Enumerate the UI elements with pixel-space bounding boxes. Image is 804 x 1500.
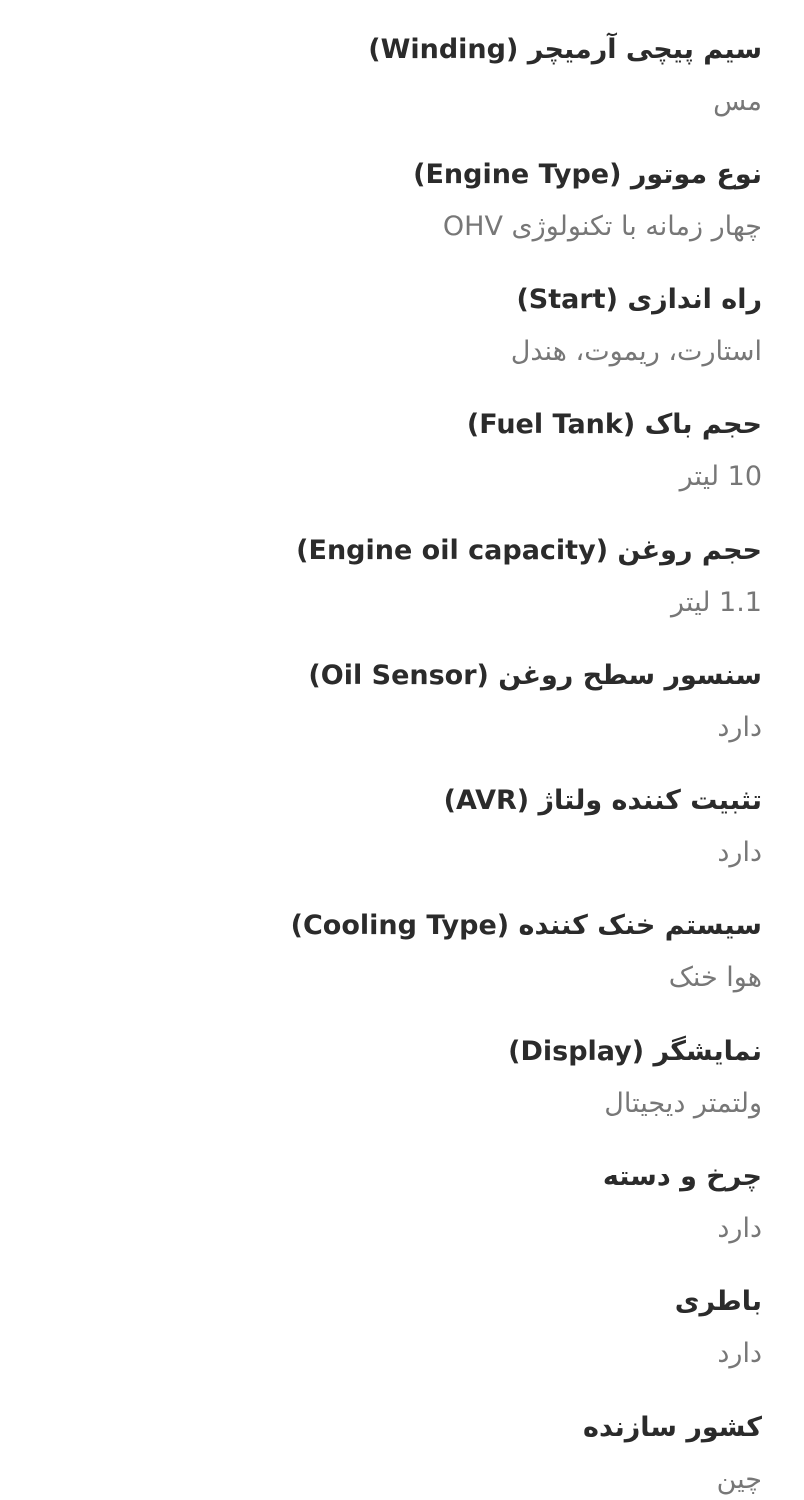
spec-label: نوع موتور (Engine Type) (413, 159, 762, 190)
spec-item-fuel-tank (62, 405, 762, 497)
spec-value: 1.1 لیتر (671, 587, 762, 618)
spec-item-wheel-kit (62, 1157, 762, 1249)
spec-label: سنسور سطح روغن (Oil Sensor) (308, 660, 762, 691)
spec-item-engine-oil (62, 531, 762, 623)
spec-item-avr (62, 781, 762, 873)
spec-value: ولتمتر دیجیتال (604, 1088, 762, 1119)
spec-label: راه اندازی (Start) (516, 284, 762, 315)
spec-label: کشور سازنده (583, 1412, 762, 1443)
spec-value: استارت، ریموت، هندل (510, 336, 762, 367)
spec-value: دارد (717, 1338, 762, 1369)
spec-value: دارد (717, 712, 762, 743)
spec-value: هوا خنک (668, 962, 762, 993)
spec-item-country (62, 1408, 762, 1500)
spec-value: 10 لیتر (679, 461, 762, 492)
spec-value: مس (713, 86, 762, 117)
spec-label: سیم پیچی آرمیچر (Winding) (368, 34, 762, 65)
spec-value: چهار زمانه با تکنولوژی OHV (442, 211, 762, 242)
spec-item-display (62, 1032, 762, 1124)
spec-item-oil-sensor (62, 656, 762, 748)
spec-label: حجم باک (Fuel Tank) (466, 409, 762, 440)
spec-item-start (62, 280, 762, 372)
spec-item-winding (62, 30, 762, 122)
spec-label: تثبیت کننده ولتاژ (AVR) (443, 785, 762, 816)
spec-label: حجم روغن (Engine oil capacity) (296, 535, 762, 566)
spec-value: دارد (717, 1213, 762, 1244)
spec-value: چین (716, 1464, 762, 1495)
spec-label: چرخ و دسته (602, 1161, 762, 1192)
spec-item-battery (62, 1282, 762, 1374)
spec-item-engine-type (62, 155, 762, 247)
spec-label: نمایشگر (Display) (508, 1036, 762, 1067)
spec-label: باطری (674, 1286, 762, 1317)
spec-item-cooling-type (62, 906, 762, 998)
spec-label: سیستم خنک کننده (Cooling Type) (290, 910, 762, 941)
spec-value: دارد (717, 837, 762, 868)
